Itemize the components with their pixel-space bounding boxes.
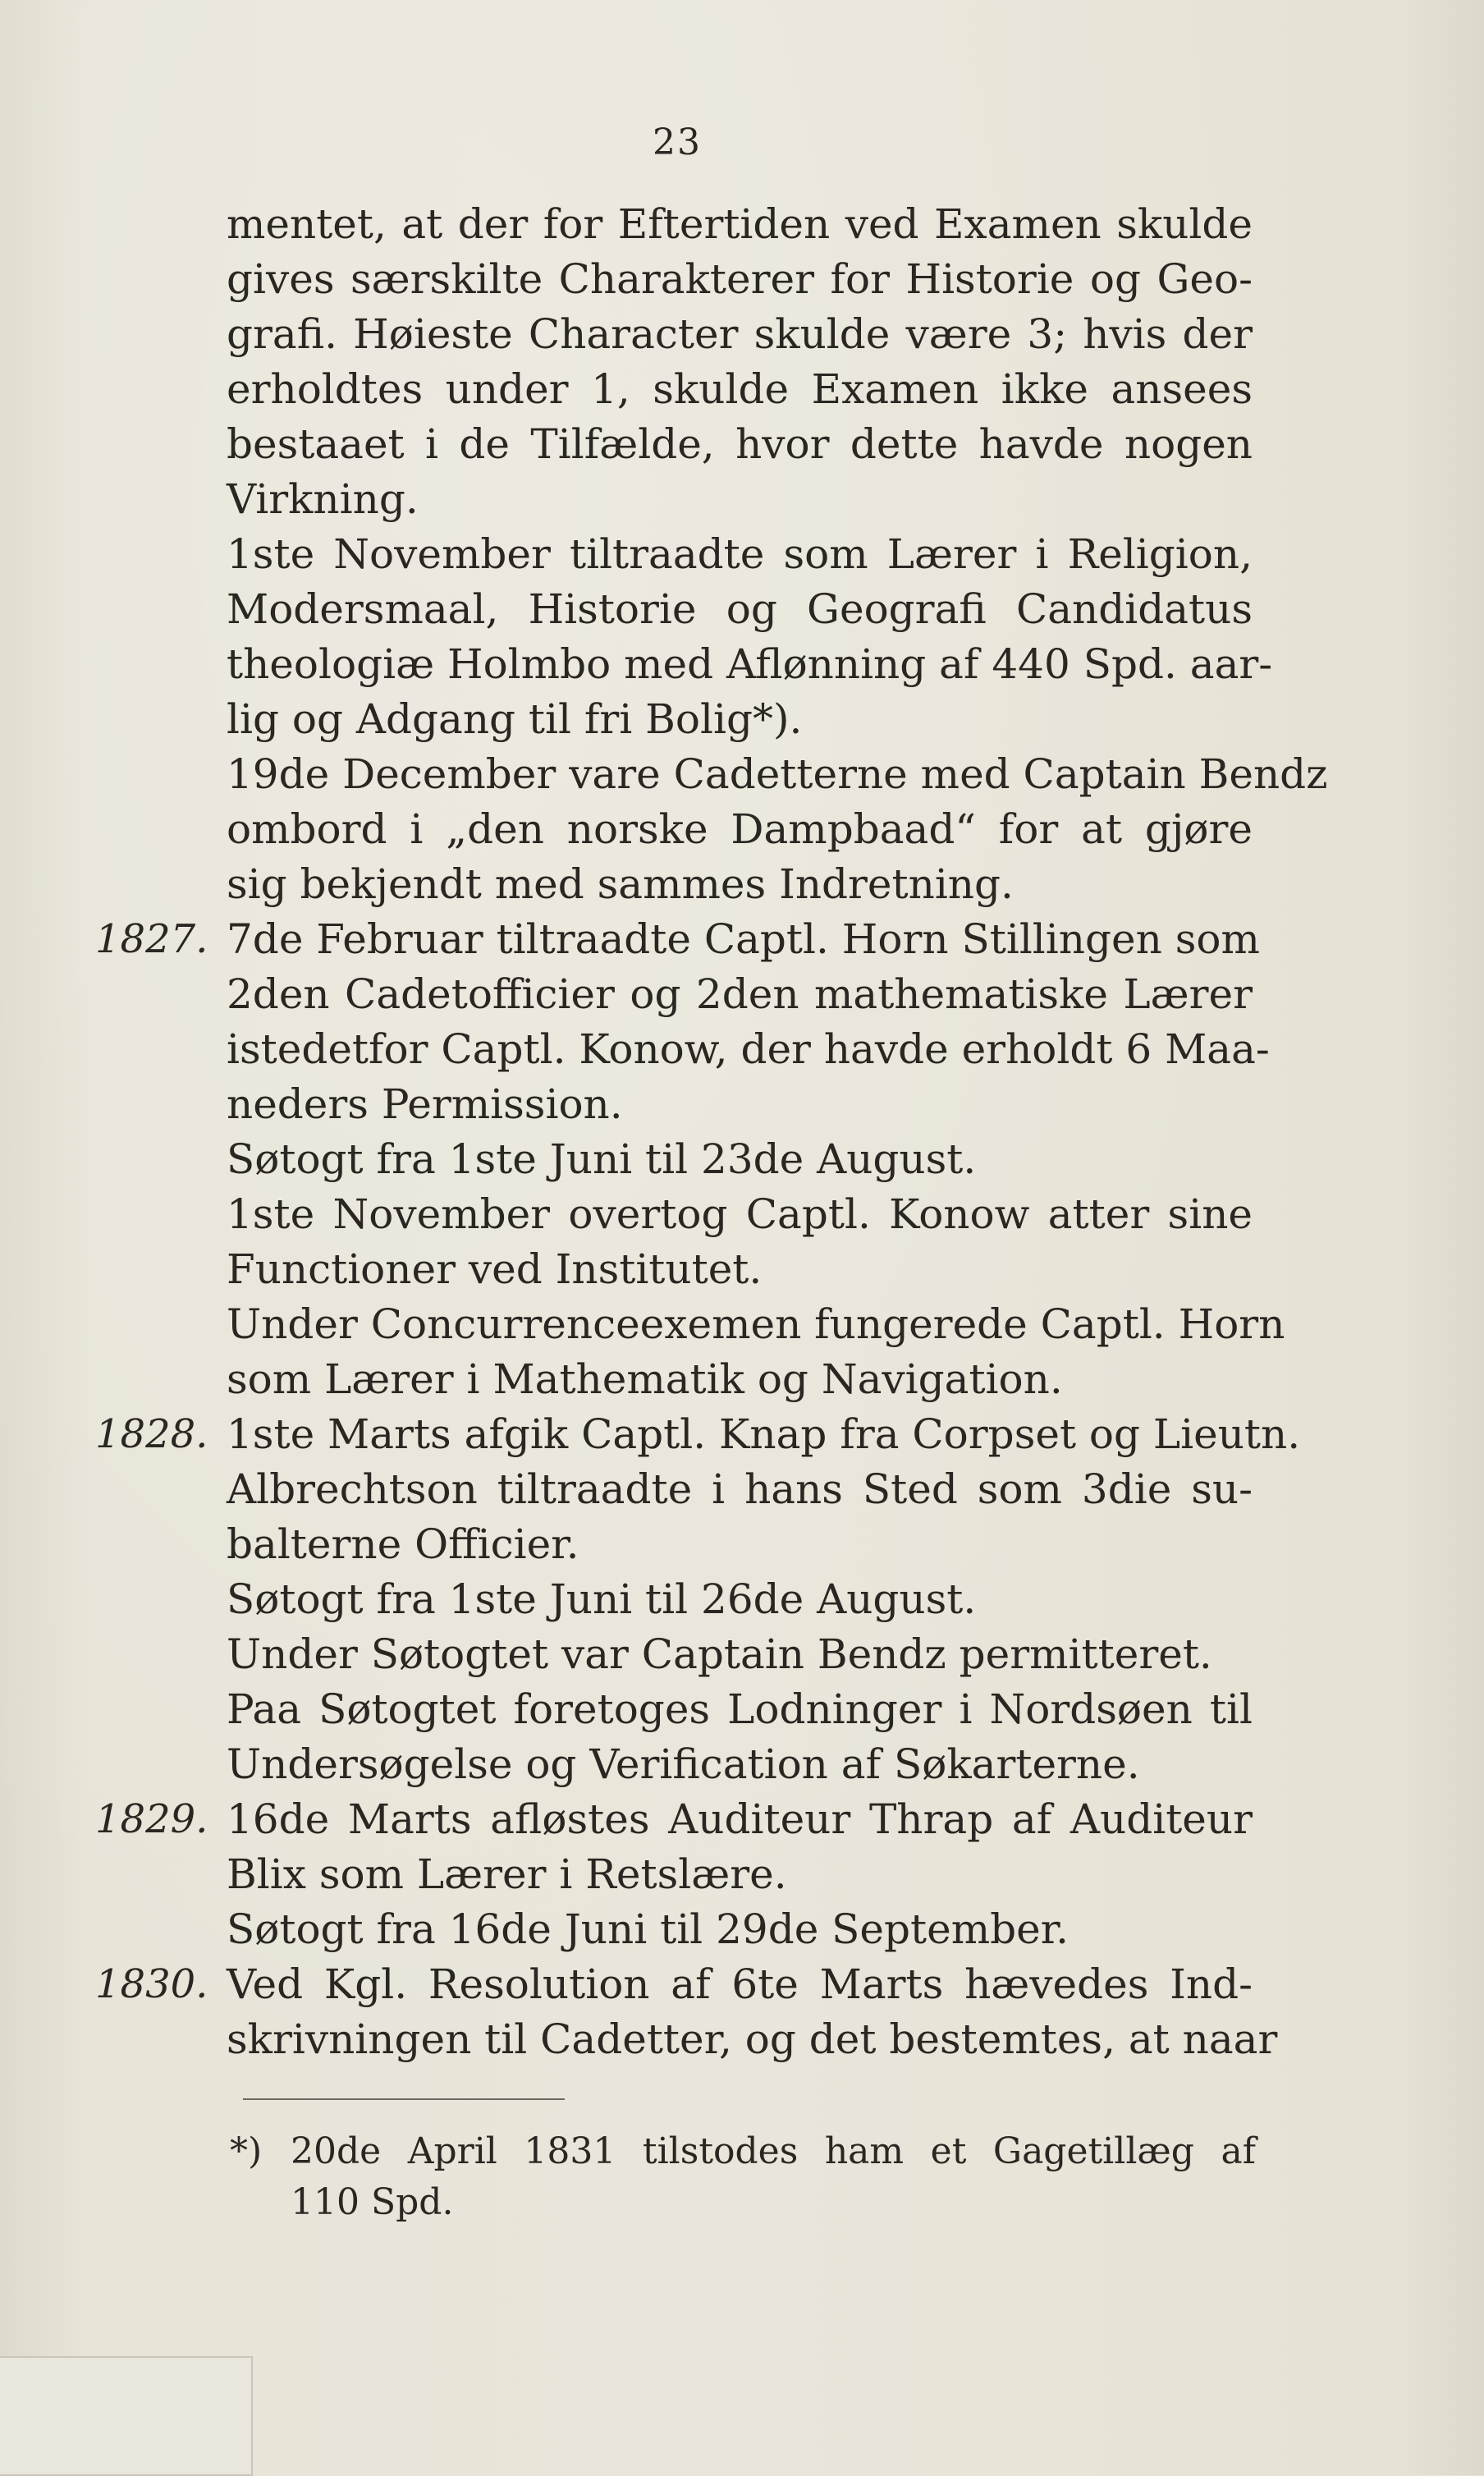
line-text: 19de December vare Cadetterne med Captain Bendz xyxy=(227,750,1328,798)
text-line xyxy=(227,1297,1285,1352)
footnote-line xyxy=(230,2126,1256,2177)
text-line xyxy=(227,362,1253,417)
text-line xyxy=(227,747,1328,802)
line-text: neders Permission. xyxy=(227,1080,623,1128)
text-line xyxy=(227,1077,1253,1132)
text-line xyxy=(95,1407,1301,1462)
footnote xyxy=(230,2126,1256,2228)
line-text: Modersmaal, Historie og Geografi Candidatus xyxy=(227,585,1253,633)
line-text: bestaaet i de Tilfælde, hvor dette havde nogen xyxy=(227,420,1253,468)
text-line xyxy=(227,582,1253,637)
line-text: Under Søtogtet var Captain Bendz permitteret. xyxy=(227,1630,1212,1678)
line-text: Undersøgelse og Verification af Søkarterne. xyxy=(227,1740,1140,1788)
line-text: 2den Cadetofficier og 2den mathematiske Lærer xyxy=(227,970,1253,1018)
line-text: 7de Februar tiltraadte Captl. Horn Stillingen som xyxy=(227,915,1260,963)
text-line xyxy=(227,1462,1253,1517)
line-text: Paa Søtogtet foretoges Lodninger i Nordsøen til xyxy=(227,1685,1253,1733)
line-text: balterne Officier. xyxy=(227,1520,579,1568)
line-text: som Lærer i Mathematik og Navigation. xyxy=(227,1355,1063,1403)
line-text: Søtogt fra 1ste Juni til 23de August. xyxy=(227,1135,977,1183)
line-text: 16de Marts afløstes Auditeur Thrap af Auditeur xyxy=(227,1795,1253,1843)
text-line xyxy=(227,802,1253,857)
body-text xyxy=(95,197,1328,2067)
line-text: Functioner ved Institutet. xyxy=(227,1245,763,1293)
line-text: Under Concurrenceexemen fungerede Captl. Horn xyxy=(227,1300,1285,1348)
line-text: lig og Adgang til fri Bolig*). xyxy=(227,695,803,743)
footnote-text: 20de April 1831 tilstodes ham et Gagetillæg af xyxy=(291,2130,1256,2172)
paper-slip xyxy=(0,2356,253,2476)
text-line xyxy=(227,2012,1278,2067)
text-line xyxy=(227,1627,1253,1682)
text-line xyxy=(227,252,1253,307)
line-text: 1ste November tiltraadte som Lærer i Religion, xyxy=(227,530,1253,578)
line-text: Ved Kgl. Resolution af 6te Marts hævedes Ind- xyxy=(227,1960,1253,2008)
line-text: ombord i „den norske Dampbaad“ for at gjøre xyxy=(227,805,1253,853)
line-text: sig bekjendt med sammes Indretning. xyxy=(227,860,1014,908)
line-text: istedetfor Captl. Konow, der havde erholdt 6 Maa- xyxy=(227,1025,1270,1073)
text-line xyxy=(227,1022,1270,1077)
text-line xyxy=(227,1132,1253,1187)
line-text: grafi. Høieste Character skulde være 3; hvis der xyxy=(227,310,1253,358)
year-marker: 1828. xyxy=(95,1411,208,1457)
line-text: gives særskilte Charakterer for Historie og Geo- xyxy=(227,255,1253,303)
line-text: theologiæ Holmbo med Aflønning af 440 Spd. aar- xyxy=(227,640,1273,688)
text-line xyxy=(95,1792,1253,1847)
text-line xyxy=(227,1572,1253,1627)
footnote-text: 110 Spd. xyxy=(291,2181,454,2223)
text-line xyxy=(227,472,1253,527)
line-text: 1ste Marts afgik Captl. Knap fra Corpset og Lieutn. xyxy=(227,1410,1301,1458)
year-marker: 1829. xyxy=(95,1796,208,1842)
text-line xyxy=(227,1902,1253,1957)
text-line xyxy=(227,1682,1253,1737)
text-line xyxy=(227,197,1253,252)
text-line xyxy=(227,1352,1253,1407)
text-line xyxy=(227,1737,1253,1792)
line-text: Albrechtson tiltraadte i hans Sted som 3die su- xyxy=(227,1465,1253,1513)
text-line xyxy=(227,417,1253,472)
text-line xyxy=(227,857,1253,912)
text-line xyxy=(227,307,1253,362)
line-text: skrivningen til Cadetter, og det bestemtes, at naar xyxy=(227,2015,1278,2063)
text-line xyxy=(227,1242,1253,1297)
text-line xyxy=(227,527,1253,582)
line-text: Søtogt fra 16de Juni til 29de September. xyxy=(227,1905,1069,1953)
year-marker: 1827. xyxy=(95,916,208,962)
line-text: Søtogt fra 1ste Juni til 26de August. xyxy=(227,1575,977,1623)
text-line xyxy=(227,692,1253,747)
footnote-divider xyxy=(243,2098,565,2100)
line-text: erholdtes under 1, skulde Examen ikke ansees xyxy=(227,365,1253,413)
text-line xyxy=(95,912,1260,967)
line-text: mentet, at der for Eftertiden ved Examen skulde xyxy=(227,200,1253,248)
text-line xyxy=(227,637,1273,692)
text-line xyxy=(95,1957,1253,2012)
line-text: Virkning. xyxy=(227,475,419,523)
line-text: 1ste November overtog Captl. Konow atter sine xyxy=(227,1190,1253,1238)
year-marker: 1830. xyxy=(95,1961,208,2007)
text-line xyxy=(227,1517,1253,1572)
text-line xyxy=(227,1847,1253,1902)
line-text: Blix som Lærer i Retslære. xyxy=(227,1850,787,1898)
page-number: 23 xyxy=(653,122,702,163)
text-line xyxy=(227,1187,1253,1242)
text-line xyxy=(227,967,1253,1022)
footnote-marker: *) xyxy=(230,2130,263,2172)
footnote-line xyxy=(230,2177,1256,2228)
